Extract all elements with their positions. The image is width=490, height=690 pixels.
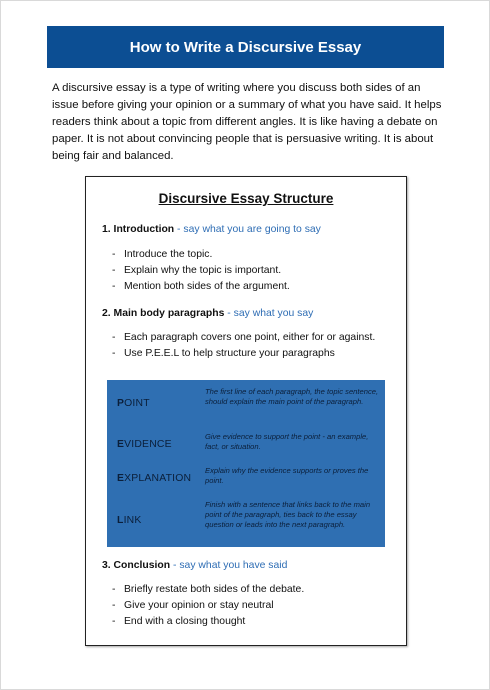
bullet-mark: -: [112, 348, 116, 359]
peel-term: [117, 473, 191, 484]
bullet-mark: -: [112, 281, 116, 292]
intro-paragraph: A discursive essay is a type of writing where you discuss both sides of an issue before giving your opinion or a summary of what you have said. It helps readers think about a topic from different angles. It is like having a debate on paper. It is not about convincing people that is persuasive writing. It is about being fair and balanced.: [52, 82, 442, 162]
list-item: [112, 263, 290, 279]
bullet-text: Use P.E.E.L to help structure your paragraphs: [124, 348, 335, 359]
list-item: [112, 346, 375, 362]
list-item: [112, 247, 290, 263]
peel-initial: E: [117, 439, 125, 450]
peel-term-rest: OINT: [124, 398, 150, 409]
peel-description: Give evidence to support the point - an example, fact, or situation.: [205, 432, 369, 451]
peel-description: The first line of each paragraph, the topic sentence, should explain the main point of the paragraph.: [205, 387, 379, 406]
list-item: [112, 279, 290, 295]
page-title: How to Write a Discursive Essay: [129, 38, 362, 56]
bullet-mark: -: [112, 600, 116, 611]
section-conclusion: [102, 560, 287, 571]
peel-initial: E: [117, 473, 125, 484]
introduction-bullets: [112, 247, 290, 295]
bullet-mark: -: [112, 265, 116, 276]
list-item: [112, 598, 304, 614]
section-label: 2. Main body paragraphs: [102, 308, 225, 319]
peel-term: [117, 398, 150, 409]
peel-term-rest: VIDENCE: [124, 439, 172, 450]
section-hint: - say what you have said: [170, 560, 288, 571]
bullet-text: Give your opinion or stay neutral: [124, 600, 274, 611]
title-banner: [47, 26, 444, 68]
bullet-mark: -: [112, 332, 116, 343]
section-introduction: [102, 224, 321, 235]
list-item: [112, 330, 375, 346]
list-item: [112, 614, 304, 630]
bullet-text: Introduce the topic.: [124, 249, 213, 260]
main-body-bullets: [112, 330, 375, 362]
peel-term-rest: XPLANATION: [124, 473, 192, 484]
bullet-text: Explain why the topic is important.: [124, 265, 282, 276]
bullet-mark: -: [112, 249, 116, 260]
bullet-text: End with a closing thought: [124, 616, 246, 627]
peel-description: Finish with a sentence that links back to the main point of the paragraph, ties back to the essay question or leads into the next paragraph.: [205, 500, 371, 529]
peel-initial: L: [117, 515, 124, 526]
structure-box: [85, 176, 407, 646]
section-hint: - say what you say: [224, 308, 314, 319]
bullet-text: Briefly restate both sides of the debate.: [124, 584, 305, 595]
peel-term: [117, 515, 141, 526]
section-main-body: [102, 308, 313, 319]
section-label: 1. Introduction: [102, 224, 175, 235]
bullet-mark: -: [112, 584, 116, 595]
structure-heading: Discursive Essay Structure: [158, 191, 334, 206]
bullet-text: Each paragraph covers one point, either for or against.: [124, 332, 376, 343]
bullet-text: Mention both sides of the argument.: [124, 281, 290, 292]
peel-term-rest: INK: [123, 515, 142, 526]
section-label: 3. Conclusion: [102, 560, 171, 571]
peel-initial: P: [117, 398, 125, 409]
bullet-mark: -: [112, 616, 116, 627]
list-item: [112, 582, 304, 598]
conclusion-bullets: [112, 582, 304, 630]
peel-description: Explain why the evidence supports or proves the point.: [205, 466, 369, 485]
peel-term: [117, 439, 172, 450]
section-hint: - say what you are going to say: [174, 224, 321, 235]
peel-table: [107, 380, 385, 547]
